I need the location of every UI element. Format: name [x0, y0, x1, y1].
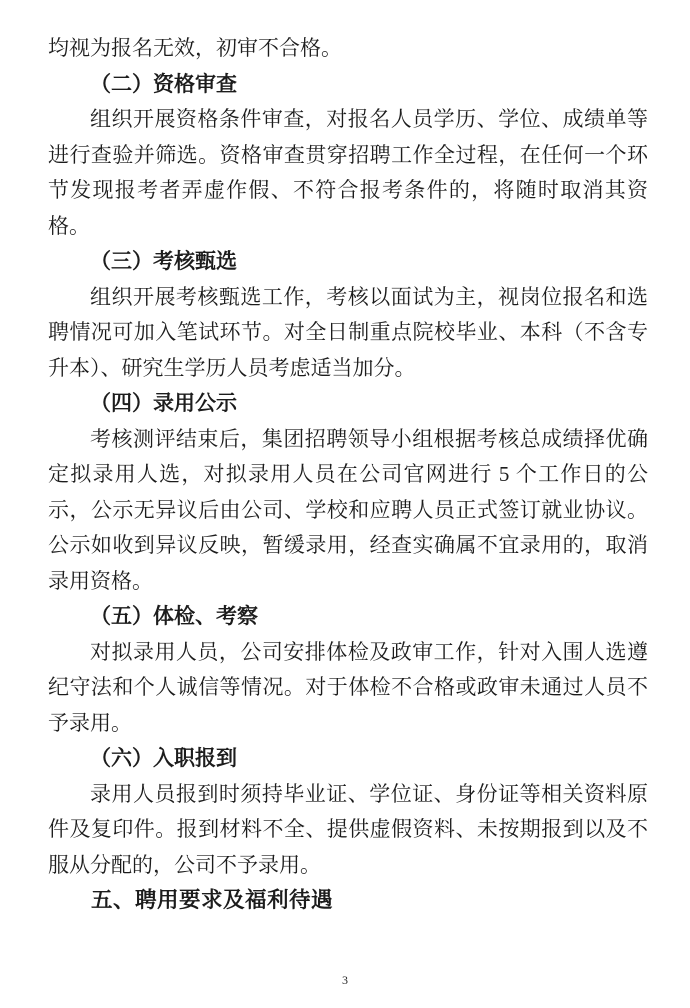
section-heading-5: （五）体检、考察	[90, 604, 258, 628]
body-paragraph-assessment-selection: 组织开展考核甄选工作，考核以面试为主，视岗位报名和选聘情况可加入笔试环节。对全日制重点院校毕业、本科（不含专升本）、研究生学历人员考虑适当加分。	[48, 284, 648, 380]
body-paragraph-physical-exam: 对拟录用人员，公司安排体检及政审工作，针对入围人选遵纪守法和个人诚信等情况。对于体检不合格或政审未通过人员不予录用。	[48, 639, 648, 735]
section-heading-4: （四）录用公示	[90, 391, 237, 415]
document-content	[48, 31, 648, 919]
body-paragraph-hiring-publicity: 考核测评结束后，集团招聘领导小组根据考核总成绩择优确定拟录用人选，对拟录用人员在公司官网进行 5 个工作日的公示，公示无异议后由公司、学校和应聘人员正式签订就业协议。公示如收到异议反映，暂缓录用，经查实确属不宜录用的，取消录用资格。	[48, 426, 648, 593]
body-paragraph-onboarding: 录用人员报到时须持毕业证、学位证、身份证等相关资料原件及复印件。报到材料不全、提供虚假资料、未按期报到以及不服从分配的，公司不予录用。	[48, 781, 648, 877]
section-heading-2: （二）资格审查	[90, 71, 237, 96]
body-paragraph-qualification-review: 组织开展资格条件审查，对报名人员学历、学位、成绩单等进行查验并筛选。资格审查贯穿招聘工作全过程，在任何一个环节发现报考者弄虚作假、不符合报考条件的，将随时取消其资格。	[48, 107, 648, 238]
body-paragraph-continuation: 均视为报名无效，初审不合格。	[48, 36, 342, 60]
section-heading-3: （三）考核甄选	[90, 249, 237, 273]
chapter-heading-5: 五、聘用要求及福利待遇	[91, 888, 334, 912]
page-number: 3	[342, 973, 348, 987]
section-heading-6: （六）入职报到	[90, 746, 237, 770]
